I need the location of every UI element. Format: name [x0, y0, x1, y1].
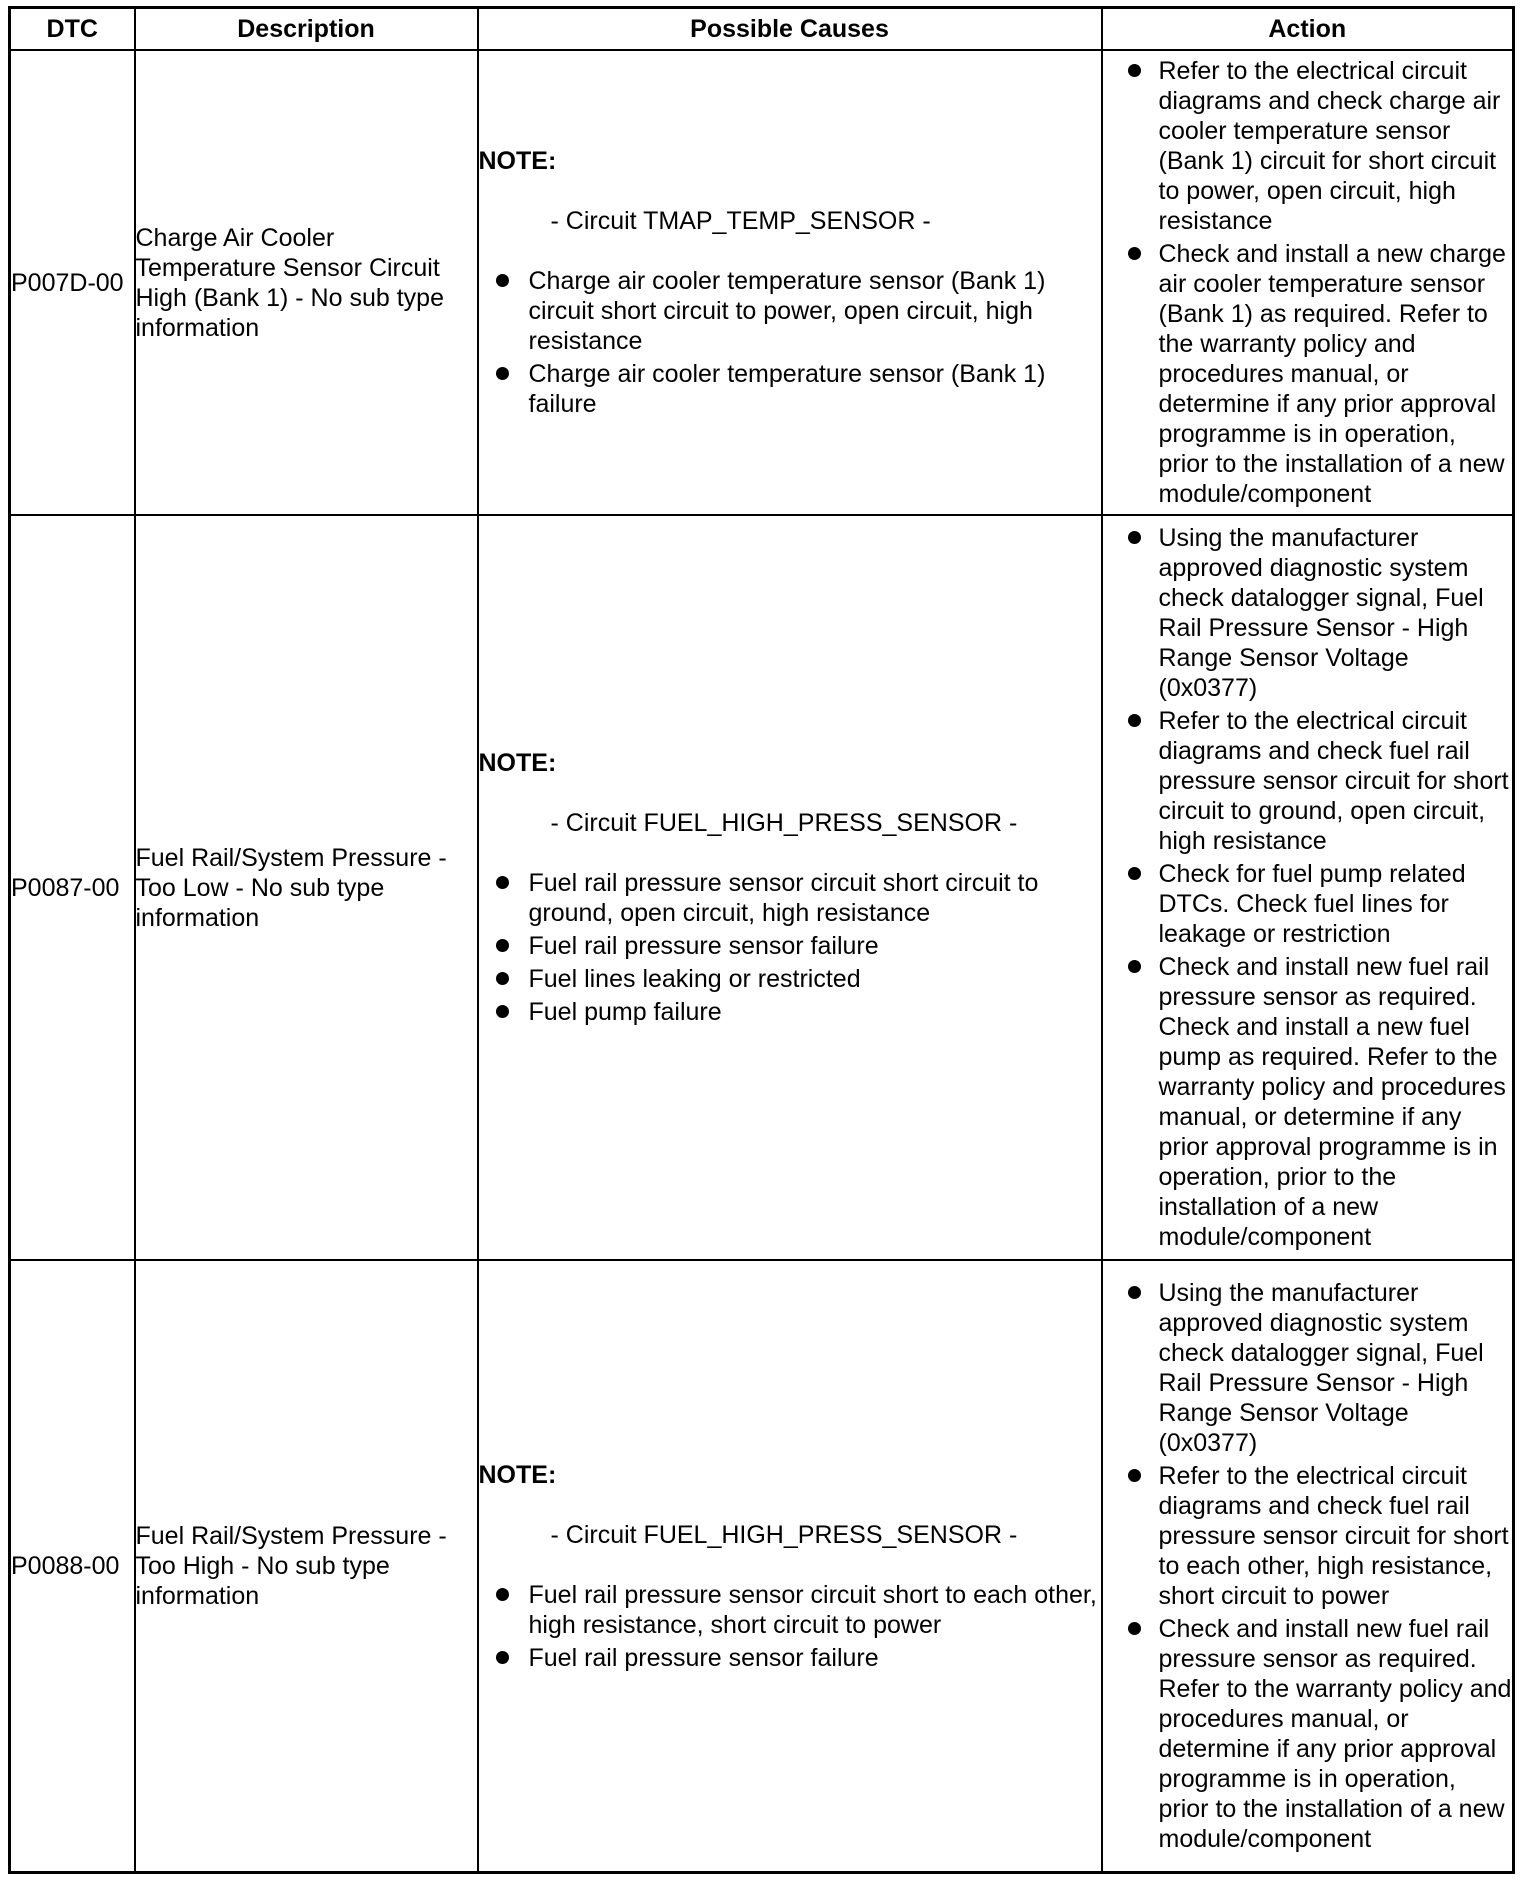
list-item: Check and install new fuel rail pressure sensor as required. Check and install a new fuel pump as required. Refer to the warranty policy and procedures manual, or determine if any prior approval programme is in operation, prior to the installation of a new module/component: [1103, 952, 1513, 1252]
possible-causes-cell: [478, 50, 1102, 515]
causes-list: [479, 266, 1101, 419]
list-item: Fuel rail pressure sensor circuit short to each other, high resistance, short circuit to power: [479, 1580, 1101, 1640]
note-label: NOTE:: [478, 1460, 557, 1489]
list-item: Using the manufacturer approved diagnostic system check datalogger signal, Fuel Rail Pressure Sensor - High Range Sensor Voltage (0x0377): [1103, 523, 1513, 703]
dtc-code: P0087-00: [10, 515, 135, 1260]
circuit-name: - Circuit FUEL_HIGH_PRESS_SENSOR -: [550, 809, 1018, 837]
circuit-name: - Circuit FUEL_HIGH_PRESS_SENSOR -: [550, 1520, 1018, 1549]
dtc-code: P0088-00: [10, 1260, 135, 1873]
action-cell: [1102, 515, 1514, 1260]
table-header-row: [10, 8, 1514, 51]
header-dtc: DTC: [10, 8, 135, 51]
table-row: [10, 50, 1514, 515]
note-label: NOTE:: [478, 749, 557, 777]
circuit-name: - Circuit TMAP_TEMP_SENSOR -: [550, 207, 931, 235]
list-item: Using the manufacturer approved diagnostic system check datalogger signal, Fuel Rail Pressure Sensor - High Range Sensor Voltage (0x0377): [1103, 1278, 1513, 1458]
dtc-description: Fuel Rail/System Pressure - Too High - No sub type information: [135, 1260, 478, 1873]
dtc-table: [8, 6, 1515, 1874]
note-label: NOTE:: [478, 147, 557, 175]
dtc-description: Charge Air Cooler Temperature Sensor Circuit High (Bank 1) - No sub type information: [135, 50, 478, 515]
list-item: Check and install a new charge air cooler temperature sensor (Bank 1) as required. Refer to the warranty policy and procedures manual, or determine if any prior approval programme is in operation, prior to the installation of a new module/component: [1103, 239, 1513, 509]
actions-list: [1103, 523, 1513, 1252]
action-cell: [1102, 1260, 1514, 1873]
header-action: Action: [1102, 8, 1514, 51]
causes-list: [479, 868, 1101, 1027]
table-row: [10, 515, 1514, 1260]
header-description: Description: [135, 8, 478, 51]
list-item: Fuel lines leaking or restricted: [479, 964, 1101, 994]
actions-list: [1103, 56, 1513, 509]
dtc-description: Fuel Rail/System Pressure - Too Low - No sub type information: [135, 515, 478, 1260]
actions-list: [1103, 1278, 1513, 1854]
list-item: Refer to the electrical circuit diagrams and check fuel rail pressure sensor circuit for short to each other, high resistance, short circuit to power: [1103, 1461, 1513, 1611]
table-row: [10, 1260, 1514, 1873]
possible-causes-cell: [478, 515, 1102, 1260]
action-cell: [1102, 50, 1514, 515]
header-possible-causes: Possible Causes: [478, 8, 1102, 51]
causes-list: [479, 1580, 1101, 1673]
list-item: Refer to the electrical circuit diagrams and check charge air cooler temperature sensor (Bank 1) circuit for short circuit to power, open circuit, high resistance: [1103, 56, 1513, 236]
list-item: Fuel rail pressure sensor circuit short circuit to ground, open circuit, high resistance: [479, 868, 1101, 928]
list-item: Fuel pump failure: [479, 997, 1101, 1027]
list-item: Fuel rail pressure sensor failure: [479, 931, 1101, 961]
list-item: Refer to the electrical circuit diagrams and check fuel rail pressure sensor circuit for short circuit to ground, open circuit, high resistance: [1103, 706, 1513, 856]
list-item: Fuel rail pressure sensor failure: [479, 1643, 1101, 1673]
dtc-code: P007D-00: [10, 50, 135, 515]
possible-causes-cell: [478, 1260, 1102, 1873]
list-item: Charge air cooler temperature sensor (Bank 1) failure: [479, 359, 1101, 419]
list-item: Check for fuel pump related DTCs. Check fuel lines for leakage or restriction: [1103, 859, 1513, 949]
list-item: Check and install new fuel rail pressure sensor as required. Refer to the warranty policy and procedures manual, or determine if any prior approval programme is in operation, prior to the installation of a new module/component: [1103, 1614, 1513, 1854]
list-item: Charge air cooler temperature sensor (Bank 1) circuit short circuit to power, open circuit, high resistance: [479, 266, 1101, 356]
